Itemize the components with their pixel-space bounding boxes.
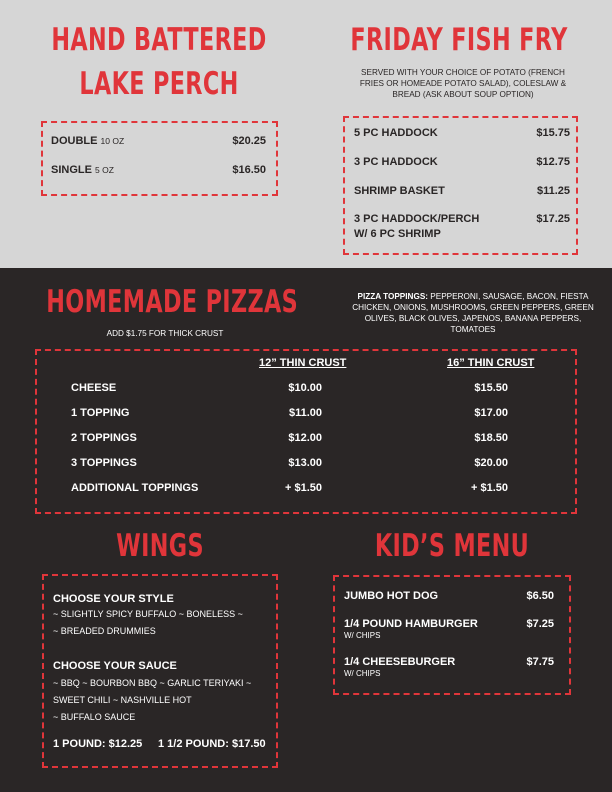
pizza-row-name: 3 TOPPINGS: [71, 457, 137, 469]
pizza-row-16: $17.00: [474, 407, 508, 419]
wings-price-1lb: 1 POUND: $12.25: [53, 738, 143, 750]
fish-fry-item-name: 3 PC HADDOCK/PERCH: [354, 213, 480, 225]
perch-item: [51, 164, 114, 176]
fish-fry-item-price: $15.75: [536, 127, 570, 139]
pizza-row-16: $20.00: [474, 457, 508, 469]
pizza-row-name: ADDITIONAL TOPPINGS: [71, 482, 199, 494]
perch-item-name: DOUBLE: [51, 135, 98, 147]
perch-title-line2: LAKE PERCH: [79, 66, 239, 102]
fish-fry-item-price: $17.25: [536, 213, 570, 225]
kids-item-name: JUMBO HOT DOG: [344, 590, 439, 602]
perch-item-price: $16.50: [232, 164, 266, 176]
wings-style-line: ~ BREADED DRUMMIES: [53, 626, 156, 636]
kids-item-sub: W/ CHIPS: [344, 669, 381, 678]
pizza-row-name: 1 TOPPING: [71, 407, 130, 419]
wings-sauce-line: ~ BBQ ~ BOURBON BBQ ~ GARLIC TERIYAKI ~: [53, 678, 252, 688]
fish-fry-item-price: $12.75: [536, 156, 570, 168]
wings-price-1-5lb: 1 1/2 POUND: $17.50: [158, 738, 266, 750]
pizza-col-12-header: 12” THIN CRUST: [259, 357, 347, 369]
pizza-row-16: $15.50: [474, 382, 508, 394]
perch-item-name: SINGLE: [51, 164, 92, 176]
kids-item-price: $7.75: [526, 656, 554, 668]
fish-fry-title: FRIDAY FISH FRY: [350, 22, 568, 58]
kids-item: [344, 656, 455, 678]
thick-crust-note: ADD $1.75 FOR THICK CRUST: [106, 329, 224, 338]
pizza-row-12: $12.00: [288, 432, 322, 444]
fish-fry-item-name: 5 PC HADDOCK: [354, 127, 438, 139]
perch-item-size: 10 OZ: [100, 136, 125, 146]
fish-fry-item-name-line2: W/ 6 PC SHRIMP: [354, 228, 441, 240]
pizzas-title: HOMEMADE PIZZAS: [46, 284, 299, 320]
fish-fry-item-name: SHRIMP BASKET: [354, 185, 445, 197]
pizza-toppings-label: PIZZA TOPPINGS:: [357, 292, 429, 301]
wings-sauce-line: SWEET CHILI ~ NASHVILLE HOT: [53, 695, 192, 705]
fish-fry-item-price: $11.25: [536, 185, 570, 197]
pizza-row-16: + $1.50: [470, 482, 508, 494]
kids-item-name: 1/4 POUND HAMBURGER: [344, 618, 478, 630]
pizza-row-12: $11.00: [288, 407, 322, 419]
wings-sauce-heading: CHOOSE YOUR SAUCE: [53, 660, 177, 672]
perch-item-price: $20.25: [232, 135, 266, 147]
perch-item: [51, 135, 124, 147]
kids-item-sub: W/ CHIPS: [344, 631, 381, 640]
wings-title: WINGS: [116, 528, 204, 564]
wings-style-heading: CHOOSE YOUR STYLE: [53, 593, 174, 605]
perch-box: [41, 121, 278, 196]
kids-item-price: $7.25: [526, 618, 554, 630]
fish-fry-note: SERVED WITH YOUR CHOICE OF POTATO (FRENCH FRIES OR HOMEADE POTATO SALAD), COLESLAW & BREAD (ASK ABOUT SOUP OPTION): [359, 68, 567, 99]
pizza-toppings: [352, 291, 594, 335]
pizza-row-12: + $1.50: [284, 482, 322, 494]
pizza-row-12: $13.00: [288, 457, 322, 469]
kids-title: KID’S MENU: [374, 528, 530, 564]
kids-item-price: $6.50: [526, 590, 554, 602]
pizza-row-16: $18.50: [474, 432, 508, 444]
kids-item-name: 1/4 CHEESEBURGER: [344, 656, 456, 668]
pizza-row-12: $10.00: [288, 382, 322, 394]
pizza-toppings-text: PEPPERONI, SAUSAGE, BACON, FIESTA CHICKEN, ONIONS, MUSHROOMS, GREEN PEPPERS, GREEN OLIVES, BLACK OLIVES, JAPENOS, BANANA PEPPERS, TOMATOES: [352, 292, 594, 334]
pizza-row-name: 2 TOPPINGS: [71, 432, 137, 444]
wings-sauce-line: ~ BUFFALO SAUCE: [53, 712, 136, 722]
perch-item-size: 5 OZ: [95, 165, 114, 175]
pizza-row-name: CHEESE: [71, 382, 117, 394]
perch-title-line1: HAND BATTERED: [51, 22, 267, 58]
fish-fry-item-name: 3 PC HADDOCK: [354, 156, 438, 168]
wings-style-line: ~ SLIGHTLY SPICY BUFFALO ~ BONELESS ~: [53, 609, 243, 619]
pizza-col-16-header: 16” THIN CRUST: [447, 357, 535, 369]
kids-item: [344, 618, 478, 640]
